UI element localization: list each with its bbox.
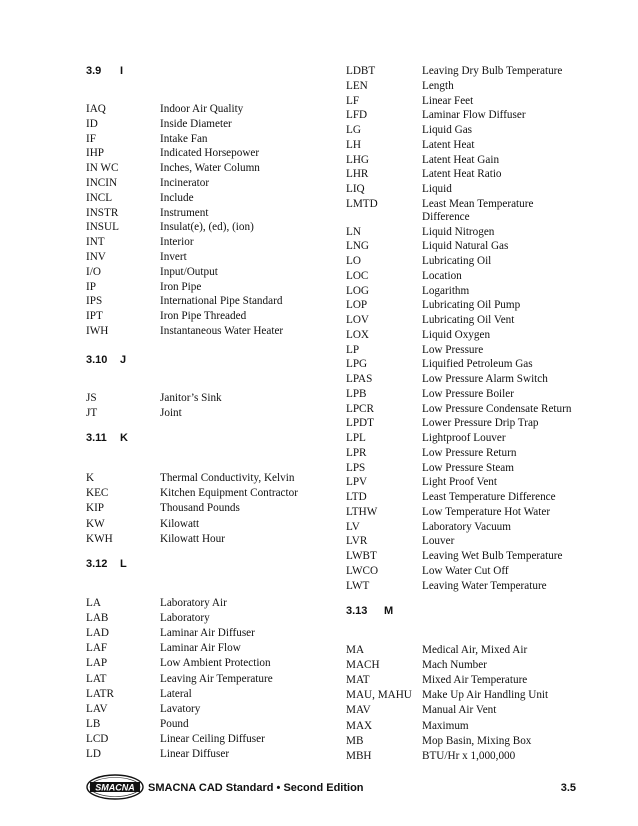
entry-definition: Inches, Water Column bbox=[160, 162, 260, 175]
entry-definition: Linear Diffuser bbox=[160, 748, 230, 760]
entry-abbreviation: LWCO bbox=[346, 564, 379, 577]
entry-abbreviation: I/O bbox=[86, 265, 101, 278]
entry-abbreviation: MACH bbox=[346, 659, 380, 672]
section-number: 3.10 bbox=[86, 354, 108, 366]
entry-definition: Low Pressure Alarm Switch bbox=[422, 373, 548, 385]
entry-abbreviation: LOP bbox=[346, 299, 368, 312]
page-number: 3.5 bbox=[560, 782, 576, 794]
entry-definition: Pound bbox=[160, 717, 189, 730]
section-number: 3.11 bbox=[86, 432, 107, 444]
entry-abbreviation: INV bbox=[86, 251, 106, 263]
entry-abbreviation: IF bbox=[86, 132, 96, 145]
entry-definition: Lightproof Louver bbox=[422, 432, 506, 444]
entry-abbreviation: LOC bbox=[346, 269, 369, 282]
entry-definition: Mop Basin, Mixing Box bbox=[422, 734, 532, 747]
entry-definition: Thermal Conductivity, Kelvin bbox=[160, 472, 295, 484]
entry-abbreviation: LAD bbox=[86, 627, 109, 640]
entry-definition: Louver bbox=[422, 535, 455, 548]
entry-abbreviation: K bbox=[86, 472, 95, 484]
entry-abbreviation: LAV bbox=[86, 702, 108, 715]
entry-definition: Light Proof Vent bbox=[422, 476, 497, 489]
entry-abbreviation: LPAS bbox=[346, 373, 373, 385]
entry-definition: Iron Pipe Threaded bbox=[160, 310, 247, 323]
entry-abbreviation: IN WC bbox=[86, 162, 119, 175]
entry-abbreviation: LV bbox=[346, 520, 360, 533]
section-number: 3.13 bbox=[346, 605, 368, 617]
entry-definition: Thousand Pounds bbox=[160, 502, 240, 515]
section-number: 3.9 bbox=[86, 65, 102, 77]
entry-definition: BTU/Hr x 1,000,000 bbox=[422, 749, 516, 762]
entry-abbreviation: LWBT bbox=[346, 550, 377, 562]
entry-definition: Length bbox=[422, 79, 454, 92]
entry-abbreviation: IPT bbox=[86, 310, 103, 323]
entry-definition: Insulat(e), (ed), (ion) bbox=[160, 221, 254, 234]
entry-definition: Joint bbox=[160, 407, 182, 420]
entry-definition: Lubricating Oil bbox=[422, 255, 492, 267]
entry-definition: Interior bbox=[160, 236, 194, 249]
entry-abbreviation: KWH bbox=[86, 532, 113, 545]
entry-definition: Mach Number bbox=[422, 659, 487, 672]
entry-abbreviation: LHR bbox=[346, 168, 369, 181]
entry-abbreviation: MA bbox=[346, 644, 365, 656]
entry-definition: Make Up Air Handling Unit bbox=[422, 689, 549, 702]
entry-abbreviation: IHP bbox=[86, 147, 105, 160]
entry-definition: Mixed Air Temperature bbox=[422, 674, 528, 687]
entry-definition: Lower Pressure Drip Trap bbox=[422, 417, 539, 430]
entry-definition: Liquid Nitrogen bbox=[422, 225, 495, 238]
entry-abbreviation: KW bbox=[86, 517, 105, 530]
entry-definition: Iron Pipe bbox=[160, 280, 202, 293]
entry-abbreviation: LIQ bbox=[346, 183, 365, 195]
section-letter: I bbox=[120, 65, 124, 77]
entry-abbreviation: LMTD bbox=[346, 197, 378, 210]
entry-abbreviation: MAX bbox=[346, 719, 373, 732]
entry-definition: Location bbox=[422, 269, 462, 282]
entry-abbreviation: IP bbox=[86, 280, 96, 293]
entry-abbreviation: IAQ bbox=[86, 103, 106, 115]
entry-abbreviation: LNG bbox=[346, 240, 369, 253]
entry-definition: Lubricating Oil Pump bbox=[422, 299, 521, 312]
entry-abbreviation: LD bbox=[86, 748, 101, 760]
entry-definition: Low Pressure Steam bbox=[422, 461, 514, 474]
entry-definition: Laminar Air Diffuser bbox=[160, 627, 255, 640]
entry-abbreviation: LAT bbox=[86, 672, 107, 685]
entry-definition: Linear Feet bbox=[422, 94, 474, 107]
entry-definition: Low Pressure Boiler bbox=[422, 387, 514, 400]
entry-definition: Kilowatt Hour bbox=[160, 532, 225, 545]
entry-definition: Low Pressure Condensate Return bbox=[422, 402, 572, 415]
entry-definition: Least Mean Temperature Difference bbox=[422, 197, 534, 223]
section-letter: L bbox=[120, 558, 127, 570]
entry-abbreviation: KEC bbox=[86, 487, 109, 500]
entry-definition: Lateral bbox=[160, 687, 192, 700]
entry-abbreviation: LPR bbox=[346, 446, 367, 459]
entry-abbreviation: LO bbox=[346, 255, 361, 267]
entry-abbreviation: JT bbox=[86, 407, 98, 420]
entry-abbreviation: LG bbox=[346, 124, 361, 136]
entry-definition: Manual Air Vent bbox=[422, 704, 497, 717]
entry-definition: Input/Output bbox=[160, 265, 218, 278]
entry-abbreviation: INCL bbox=[86, 191, 113, 204]
entry-abbreviation: INCIN bbox=[86, 177, 118, 189]
entry-definition: Janitor’s Sink bbox=[160, 392, 222, 404]
entry-definition: Maximum bbox=[422, 719, 469, 732]
section-letter: M bbox=[384, 605, 394, 617]
entry-definition: Latent Heat Gain bbox=[422, 153, 500, 166]
entry-definition: Incinerator bbox=[160, 177, 210, 189]
entry-abbreviation: LVR bbox=[346, 535, 368, 548]
svg-text:SMACNA: SMACNA bbox=[95, 782, 135, 793]
entry-definition: Low Temperature Hot Water bbox=[422, 505, 551, 518]
entry-definition: Latent Heat bbox=[422, 138, 475, 151]
entry-definition: Instantaneous Water Heater bbox=[160, 325, 284, 337]
entry-definition: Low Water Cut Off bbox=[422, 564, 509, 577]
entry-abbreviation: LF bbox=[346, 94, 360, 107]
entry-definition: Indoor Air Quality bbox=[160, 103, 244, 115]
entry-definition: Laboratory bbox=[160, 612, 210, 625]
entry-abbreviation: INSUL bbox=[86, 221, 119, 234]
footer-title: SMACNA CAD Standard • Second Edition bbox=[148, 782, 364, 794]
entry-abbreviation: LPG bbox=[346, 358, 368, 371]
entry-abbreviation: KIP bbox=[86, 502, 105, 515]
entry-abbreviation: MAT bbox=[346, 674, 370, 687]
entry-definition: Laminar Flow Diffuser bbox=[422, 109, 526, 122]
entry-abbreviation: LP bbox=[346, 343, 360, 356]
entry-definition: Leaving Air Temperature bbox=[160, 672, 273, 685]
entry-definition: Laboratory Vacuum bbox=[422, 520, 511, 533]
entry-abbreviation: LAB bbox=[86, 612, 109, 625]
entry-definition: Latent Heat Ratio bbox=[422, 168, 502, 181]
entry-abbreviation: ID bbox=[86, 117, 98, 130]
entry-definition: Kilowatt bbox=[160, 517, 200, 530]
entry-definition: International Pipe Standard bbox=[160, 295, 283, 308]
entry-abbreviation: JS bbox=[86, 392, 97, 404]
entry-definition: Instrument bbox=[160, 206, 209, 219]
entry-abbreviation: LDBT bbox=[346, 65, 376, 77]
entry-abbreviation: LEN bbox=[346, 79, 368, 92]
entry-definition: Laminar Air Flow bbox=[160, 642, 241, 655]
entry-abbreviation: LAP bbox=[86, 657, 108, 670]
entry-definition: Least Temperature Difference bbox=[422, 491, 556, 503]
entry-definition: Intake Fan bbox=[160, 132, 208, 145]
entry-abbreviation: LHG bbox=[346, 153, 369, 166]
entry-definition: Invert bbox=[160, 251, 187, 263]
entry-abbreviation: LA bbox=[86, 597, 101, 609]
entry-abbreviation: LFD bbox=[346, 109, 368, 122]
entry-definition: Inside Diameter bbox=[160, 117, 232, 130]
entry-abbreviation: LTD bbox=[346, 491, 367, 503]
entry-definition: Lavatory bbox=[160, 702, 201, 715]
entry-abbreviation: LH bbox=[346, 138, 361, 151]
entry-abbreviation: MAU, MAHU bbox=[346, 689, 412, 702]
entry-definition: Laboratory Air bbox=[160, 597, 227, 609]
entry-definition: Low Pressure Return bbox=[422, 446, 517, 459]
entry-definition: Logarithm bbox=[422, 284, 470, 297]
entry-abbreviation: INT bbox=[86, 236, 105, 249]
entry-definition: Linear Ceiling Diffuser bbox=[160, 732, 265, 745]
entry-definition: Leaving Wet Bulb Temperature bbox=[422, 550, 563, 562]
entry-definition: Leaving Dry Bulb Temperature bbox=[422, 65, 563, 77]
entry-abbreviation: LPL bbox=[346, 432, 366, 444]
entry-abbreviation: LPDT bbox=[346, 417, 374, 430]
entry-definition: Lubricating Oil Vent bbox=[422, 314, 515, 326]
entry-abbreviation: LN bbox=[346, 225, 361, 238]
entry-definition: Low Pressure bbox=[422, 343, 484, 356]
entry-abbreviation: MAV bbox=[346, 704, 371, 717]
section-letter: K bbox=[120, 432, 128, 444]
page-footer bbox=[86, 774, 576, 800]
entry-abbreviation: MB bbox=[346, 734, 364, 747]
entry-abbreviation: LB bbox=[86, 717, 101, 730]
entry-definition: Liquid Gas bbox=[422, 124, 473, 136]
entry-abbreviation: LPCR bbox=[346, 402, 374, 415]
entry-definition: Indicated Horsepower bbox=[160, 147, 260, 160]
entry-abbreviation: IPS bbox=[86, 295, 103, 308]
entry-abbreviation: MBH bbox=[346, 749, 372, 762]
entry-abbreviation: LCD bbox=[86, 732, 109, 745]
entry-abbreviation: LOX bbox=[346, 328, 369, 341]
section-number: 3.12 bbox=[86, 558, 108, 570]
entry-definition: Leaving Water Temperature bbox=[422, 579, 547, 592]
entry-abbreviation: LWT bbox=[346, 579, 370, 592]
entry-definition: Low Ambient Protection bbox=[160, 657, 271, 670]
entry-abbreviation: LPB bbox=[346, 387, 367, 400]
entry-definition: Kitchen Equipment Contractor bbox=[160, 487, 298, 500]
entry-abbreviation: LATR bbox=[86, 687, 114, 700]
entry-abbreviation: LAF bbox=[86, 642, 108, 655]
entry-abbreviation: INSTR bbox=[86, 206, 119, 219]
section-letter: J bbox=[120, 354, 127, 366]
entry-definition: Liquid Oxygen bbox=[422, 328, 491, 341]
smacna-logo-icon bbox=[86, 774, 144, 800]
entry-abbreviation: LTHW bbox=[346, 505, 378, 518]
entry-definition: Include bbox=[160, 191, 194, 204]
entry-abbreviation: IWH bbox=[86, 325, 109, 337]
entry-definition: Liquid bbox=[422, 183, 452, 195]
entry-definition: Liquid Natural Gas bbox=[422, 240, 509, 253]
entry-abbreviation: LPS bbox=[346, 461, 366, 474]
entry-definition: Medical Air, Mixed Air bbox=[422, 644, 528, 656]
entry-abbreviation: LOG bbox=[346, 284, 369, 297]
entry-abbreviation: LOV bbox=[346, 314, 369, 326]
entry-definition: Liquified Petroleum Gas bbox=[422, 358, 533, 371]
entry-abbreviation: LPV bbox=[346, 476, 368, 489]
